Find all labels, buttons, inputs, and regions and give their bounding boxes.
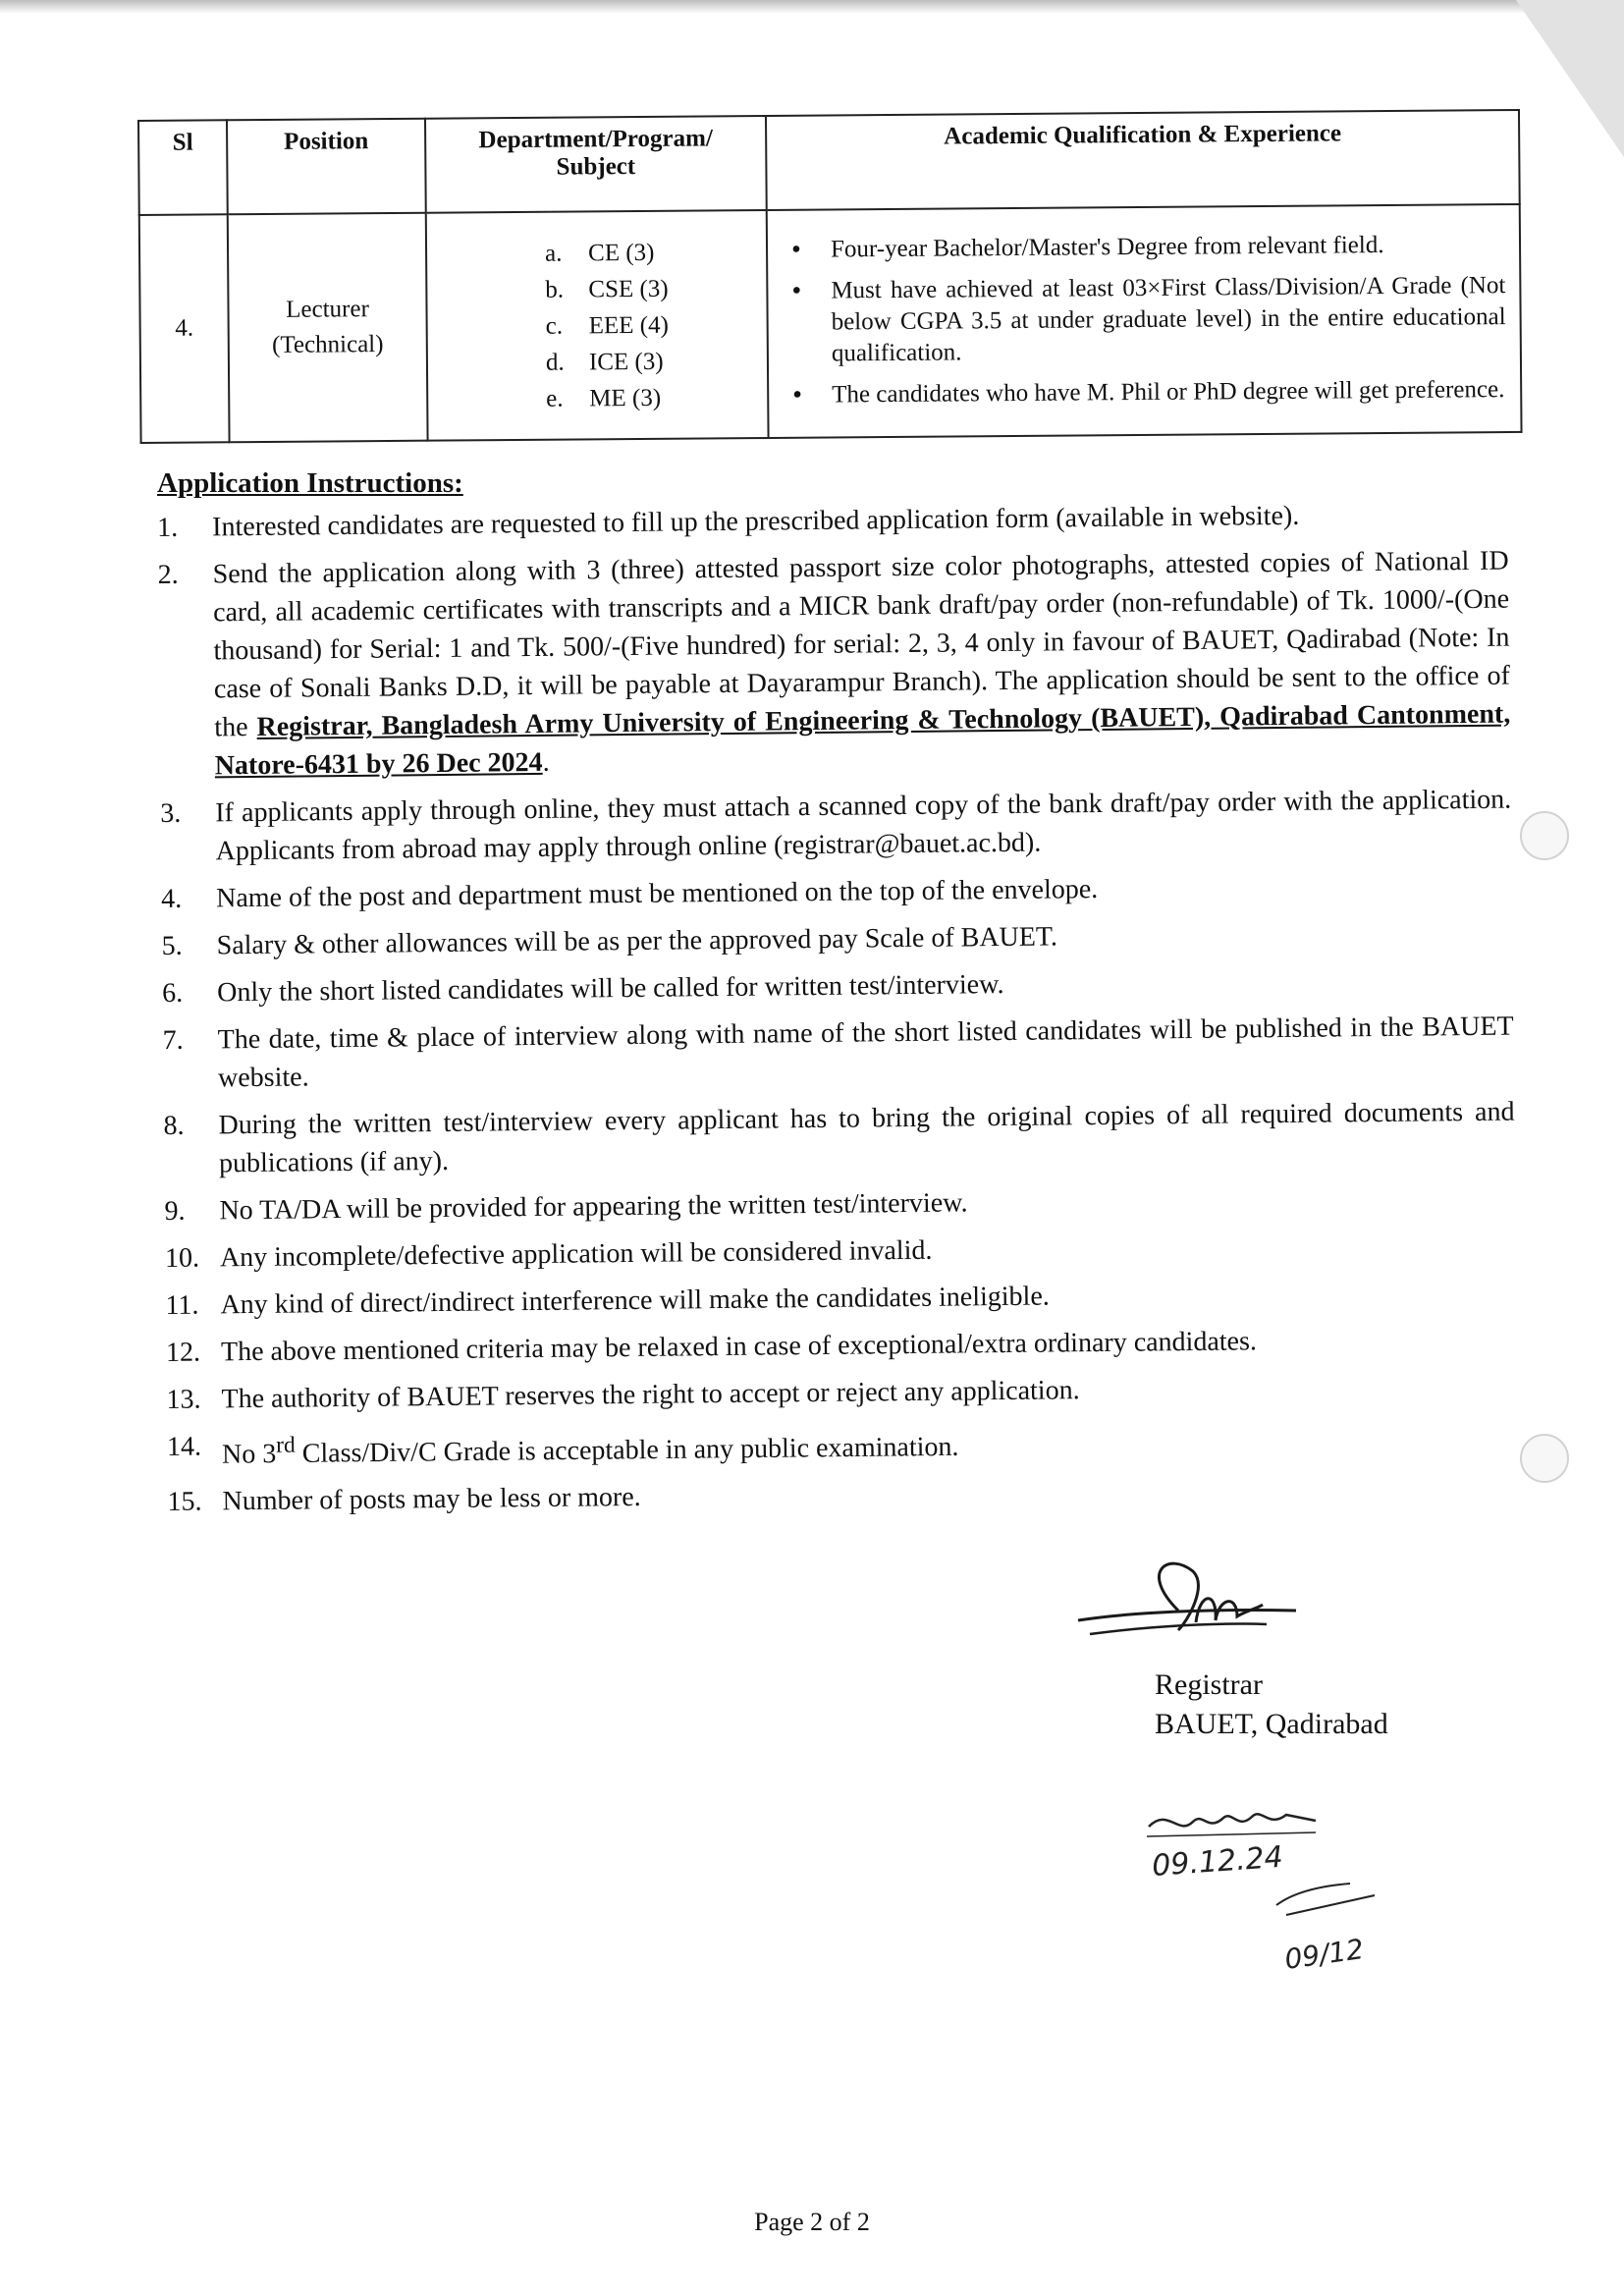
position-line2: (Technical) — [271, 331, 384, 358]
subject-name: ME (3) — [589, 384, 662, 411]
instruction-text: Interested candidates are requested to fill up the prescribed application form (available in website). — [212, 500, 1300, 543]
instruction-number: 5. — [161, 930, 183, 961]
punch-hole — [1520, 1434, 1569, 1483]
qualification-item: • The candidates who have M. Phil or PhD degree will get preference. — [783, 374, 1506, 411]
instruction-item — [160, 781, 1512, 871]
instruction-text: Send the application along with 3 (three) attested passport size color photographs, attested copies of National ID card, all academic certificates with transcripts and a MICR bank draft/pay order (non-refundable) of Tk. 1000/-(One thousand) for Serial: 1 and Tk. 500/-(Five hundred) for serial: 2, 3, 4 only in favour of BAUET, Qadirabad (Note: In case of Sonali Banks D.D, it will be payable at Dayarampur Branch). The application should be sent to the office of the — [212, 545, 1511, 743]
subject-item — [546, 342, 767, 380]
instruction-item — [167, 1414, 1518, 1475]
instruction-item — [162, 960, 1513, 1012]
instruction-number: 11. — [165, 1289, 199, 1321]
instruction-number: 9. — [164, 1195, 186, 1227]
instruction-item — [162, 1008, 1514, 1098]
instruction-item — [166, 1320, 1517, 1372]
qualification-table — [137, 109, 1523, 444]
qualification-item: • Four-year Bachelor/Master's Degree from relevant field. — [782, 229, 1505, 266]
instruction-item — [157, 495, 1508, 547]
signatory-organization: BAUET, Qadirabad — [1155, 1708, 1388, 1740]
instruction-item — [163, 1093, 1515, 1183]
instruction-text: Only the short listed candidates will be called for written test/interview. — [217, 968, 1004, 1009]
subject-name: CSE (3) — [588, 275, 669, 302]
position-line1: Lecturer — [286, 296, 369, 323]
instruction-number: 13. — [166, 1384, 201, 1415]
punch-hole — [1520, 811, 1569, 860]
instruction-number: 2. — [157, 559, 179, 590]
instruction-number: 15. — [167, 1486, 202, 1518]
instruction-number: 3. — [160, 797, 182, 829]
subject-name: CE (3) — [587, 239, 655, 266]
subject-item — [545, 233, 766, 271]
instructions-list — [157, 495, 1519, 1531]
table-row — [139, 204, 1522, 443]
instruction-text: Number of posts may be less or more. — [222, 1482, 641, 1517]
instruction-item — [164, 1178, 1515, 1230]
scan-edge — [0, 0, 1624, 14]
folded-corner — [1516, 0, 1624, 157]
instruction-item — [161, 866, 1512, 918]
subject-item — [545, 269, 766, 307]
header-qualification: Academic Qualification & Experience — [766, 110, 1520, 210]
instruction-number: 1. — [157, 512, 179, 543]
instruction-number: 6. — [162, 977, 184, 1009]
instruction-number: 12. — [165, 1337, 201, 1368]
instruction-text: The authority of BAUET reserves the right to accept or reject any application. — [221, 1375, 1080, 1415]
subject-letter: d. — [545, 349, 565, 376]
instructions-heading: Application Instructions: — [157, 467, 463, 499]
row-sl: 4. — [139, 214, 230, 443]
page-number: Page 2 of 2 — [754, 2208, 870, 2236]
handwritten-annotation — [1139, 1797, 1434, 1994]
subject-letter: a. — [544, 240, 563, 267]
instruction-text: Any kind of direct/indirect interference will make the candidates ineligible. — [220, 1281, 1050, 1321]
qualification-list — [768, 223, 1521, 419]
instruction-text: Any incomplete/defective application will be considered invalid. — [219, 1234, 933, 1274]
instruction-item — [166, 1367, 1517, 1419]
header-position: Position — [227, 119, 426, 215]
instruction-text: During the written test/interview every applicant has to bring the original copies of all required documents and publications (if any). — [218, 1096, 1515, 1179]
instruction-text: The date, time & place of interview along with name of the short listed candidates will be published in the BAUET website. — [217, 1011, 1514, 1094]
subject-letter: b. — [545, 276, 565, 303]
subject-letter: e. — [546, 385, 564, 412]
qualification-item: • Must have achieved at least 03×First Class/Division/A Grade (Not below CGPA 3.5 at under graduate level) in the entire educational qualification. — [782, 270, 1506, 370]
signature-block — [1155, 1666, 1388, 1744]
instruction-text: If applicants apply through online, they must attach a scanned copy of the bank draft/pay order with the application. Applicants from abroad may apply through online (registrar@bauet.ac.bd). — [215, 784, 1512, 867]
instruction-text: No TA/DA will be provided for appearing the written test/interview. — [219, 1187, 968, 1227]
instruction-text: The above mentioned criteria may be relaxed in case of exceptional/extra ordinary candidates. — [220, 1326, 1258, 1368]
row-position — [228, 213, 428, 443]
instruction-item — [158, 542, 1511, 786]
handwritten-second-date: 09/12 — [1282, 1933, 1366, 1976]
ordinal-suffix: rd — [276, 1432, 296, 1458]
header-sl: Sl — [138, 120, 228, 215]
handwritten-date: 09.12.24 — [1151, 1839, 1284, 1884]
instruction-text-tail: Class/Div/C Grade is acceptable in any public examination. — [295, 1431, 959, 1469]
registrar-signature — [1070, 1552, 1306, 1660]
header-department-line1: Department/Program/ — [478, 125, 713, 154]
submission-address: Registrar, Bangladesh Army University of Engineering & Technology (BAUET), Qadirabad Cantonment, Natore-6431 by 26 Dec 2024 — [214, 698, 1511, 782]
row-subjects — [426, 210, 769, 441]
instruction-text: No 3 — [221, 1439, 277, 1470]
instruction-text-tail: . — [542, 746, 550, 778]
subject-list — [427, 233, 767, 417]
subject-letter: c. — [545, 312, 564, 340]
instruction-number: 14. — [166, 1431, 202, 1462]
instruction-number: 4. — [161, 883, 183, 914]
subject-name: EEE (4) — [588, 311, 669, 339]
table-header-row — [138, 110, 1520, 215]
instruction-text: Name of the post and department must be mentioned on the top of the envelope. — [215, 873, 1099, 914]
instruction-item — [165, 1226, 1516, 1278]
instruction-item — [167, 1469, 1518, 1521]
subject-name: ICE (3) — [588, 348, 664, 375]
instruction-number: 7. — [162, 1024, 184, 1056]
header-department-line2: Subject — [556, 153, 636, 181]
instruction-number: 8. — [163, 1110, 185, 1141]
row-qualifications — [767, 204, 1522, 438]
instruction-item — [165, 1273, 1516, 1325]
subject-item — [546, 305, 767, 344]
instruction-number: 10. — [164, 1242, 200, 1274]
subject-item — [546, 378, 767, 416]
signatory-title: Registrar — [1155, 1668, 1263, 1701]
header-department — [425, 116, 767, 213]
instruction-item — [161, 913, 1512, 965]
instruction-text: Salary & other allowances will be as per the approved pay Scale of BAUET. — [216, 921, 1058, 961]
